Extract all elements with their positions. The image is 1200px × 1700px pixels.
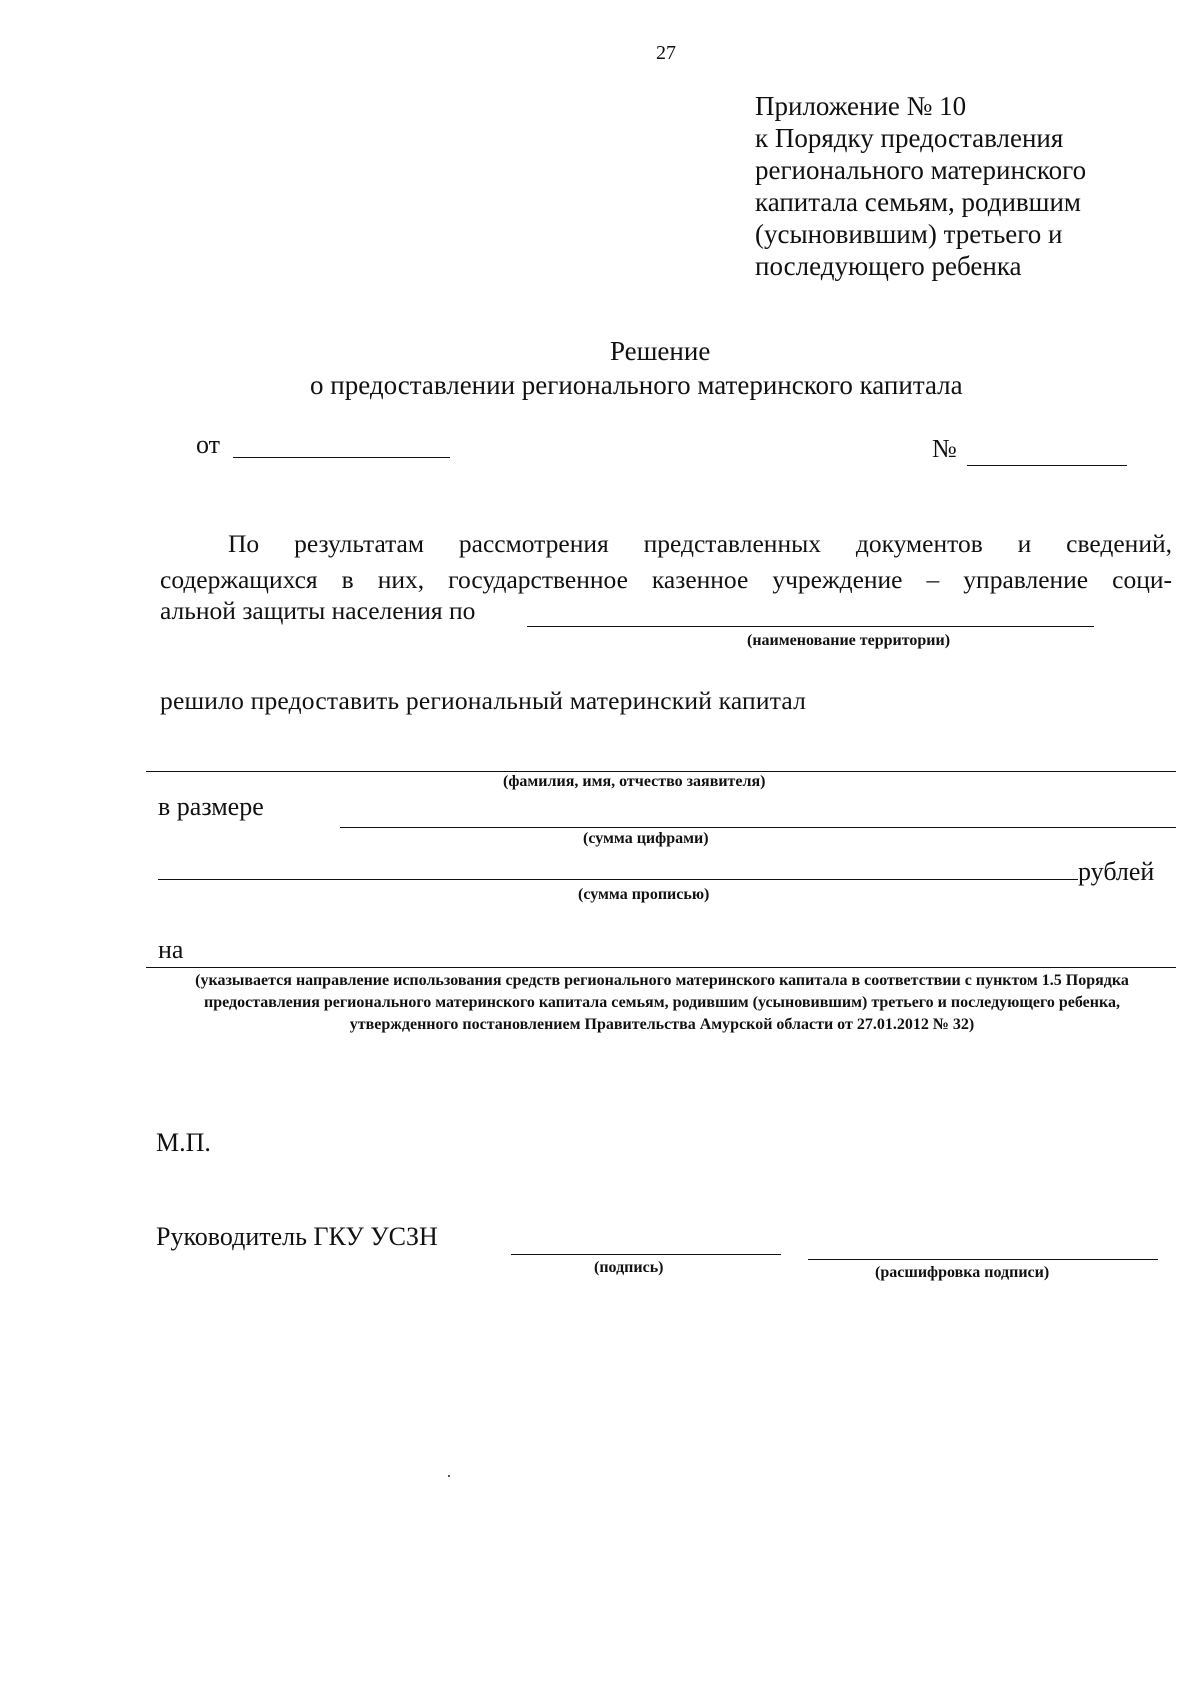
appendix-line: (усыновившим) третьего и <box>755 219 1063 249</box>
appendix-line: к Порядку предоставления <box>755 123 1064 153</box>
territory-field-line[interactable] <box>527 626 1094 627</box>
scan-speck <box>448 1475 450 1477</box>
date-label: от <box>196 430 221 459</box>
appendix-line: Приложение № 10 <box>755 91 967 121</box>
signature-caption: (подпись) <box>594 1259 664 1276</box>
direction-field-line[interactable] <box>146 967 1176 968</box>
territory-caption: (наименование территории) <box>747 632 951 649</box>
body-line-1: По результатам рассмотрения представленных документов и сведений, <box>228 529 1172 558</box>
body-line-2: содержащихся в них, государственное казенное учреждение – управление соци- <box>160 565 1172 594</box>
page-number: 27 <box>656 42 676 64</box>
amount-words-caption: (сумма прописью) <box>578 886 710 903</box>
signature-decode-caption: (расшифровка подписи) <box>875 1264 1050 1281</box>
body-line-3: альной защиты населения по <box>160 596 476 625</box>
decided-text: решило предоставить региональный материнский капитал <box>160 686 807 715</box>
amount-words-field-line[interactable] <box>158 879 1078 880</box>
appendix-line: последующего ребенка <box>755 251 1022 281</box>
seal-label: М.П. <box>156 1128 211 1157</box>
direction-note: (указывается направление использования средств регионального материнского капитала в соответствии с пунктом 1.5 Порядка предоставления регионального материнского капитала семьям, родившим (усыновившим) третьего и последующего ребенка, утвержденного постановлением Правительства Амурской области от 27.01.2012 № 32) <box>195 972 1129 1033</box>
appendix-block <box>755 90 1086 282</box>
direction-label: на <box>158 935 184 964</box>
amount-digits-field-line[interactable] <box>340 827 1176 828</box>
appendix-line: капитала семьям, родившим <box>755 187 1081 217</box>
document-title: Решение <box>610 336 711 366</box>
applicant-caption: (фамилия, имя, отчество заявителя) <box>503 773 766 790</box>
number-label: № <box>932 434 957 463</box>
rubles-label: рублей <box>1078 857 1155 886</box>
amount-digits-caption: (сумма цифрами) <box>583 830 709 847</box>
signature-field-line[interactable] <box>511 1254 781 1255</box>
document-subtitle: о предоставлении регионального материнского капитала <box>310 370 963 400</box>
signatory-label: Руководитель ГКУ УСЗН <box>156 1222 438 1251</box>
applicant-field-line[interactable] <box>146 771 1176 772</box>
number-field-line[interactable] <box>967 465 1127 466</box>
signature-decode-field-line[interactable] <box>808 1259 1158 1260</box>
date-field-line[interactable] <box>233 457 450 458</box>
amount-label: в размере <box>158 792 264 821</box>
appendix-line: регионального материнского <box>755 155 1087 185</box>
